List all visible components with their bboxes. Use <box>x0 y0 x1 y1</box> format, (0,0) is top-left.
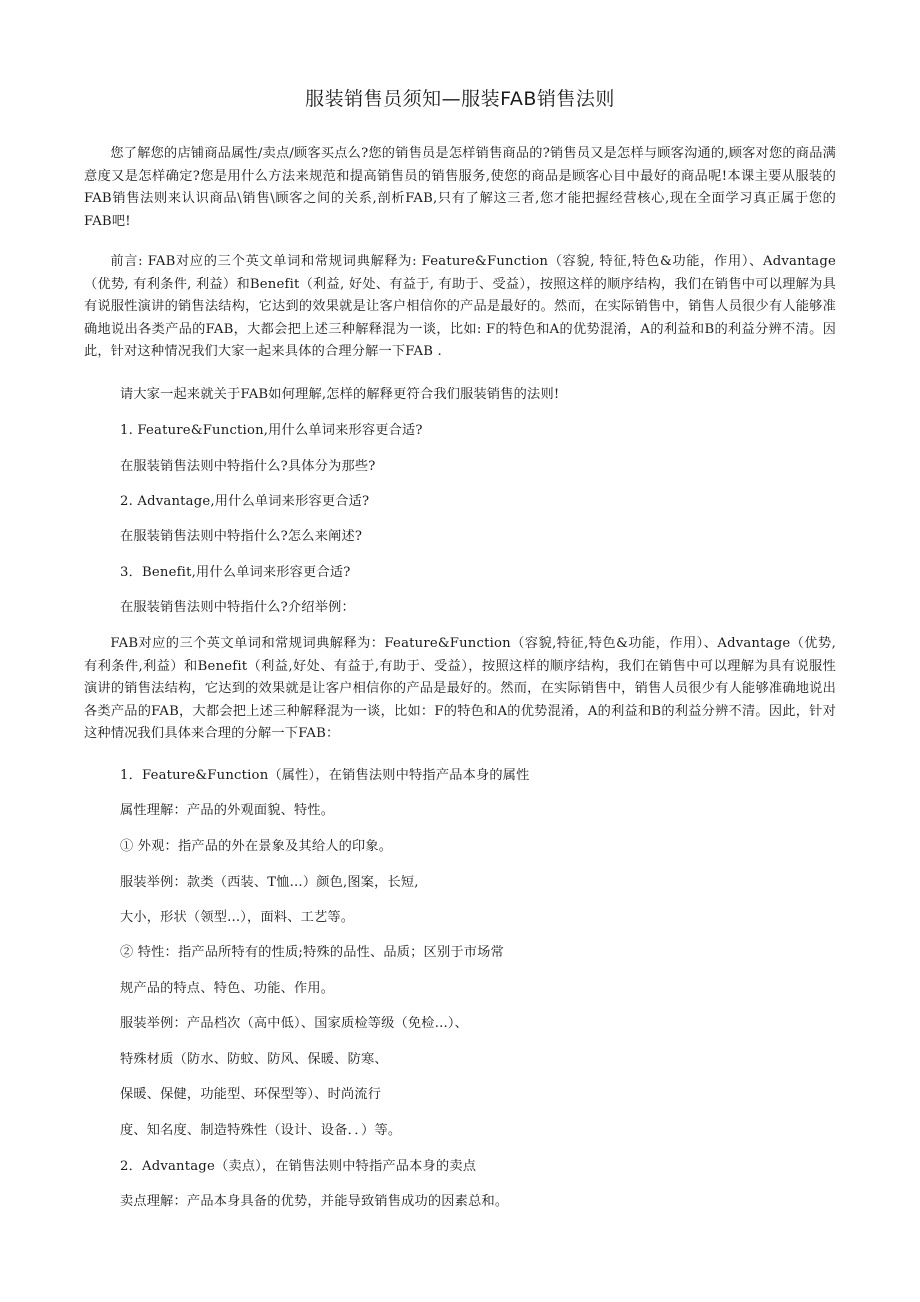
text-line: 服装举例：款类（西装、T恤...）颜色,图案，长短, <box>120 875 419 890</box>
intro-paragraph: 您了解您的店铺商品属性/卖点/顾客买点么?您的销售员是怎样销售商品的?销售员又是怎样与顾客沟通的,顾客对您的商品满意度又是怎样确定?您是用什么方法来规范和提高销售员的销售服务,使您的商品是顾客心目中最好的商品呢!本课主要从服装的FAB销售法则来认识商品\销售\顾客之间的关系,剖析FAB,只有了解这三者,您才能把握经营核心,现在全面学习真正属于您的FAB吧! <box>84 146 836 229</box>
text-line: 大小，形状（领型...），面料、工艺等。 <box>120 910 355 925</box>
text-line: 3．Benefit,用什么单词来形容更合适? <box>120 565 351 580</box>
text-line: 度、知名度、制造特殊性（设计、设备．．）等。 <box>120 1123 402 1138</box>
text-line: 1．Feature&Function（属性），在销售法则中特指产品本身的属性 <box>120 768 530 783</box>
text-line: 2．Advantage（卖点），在销售法则中特指产品本身的卖点 <box>120 1159 477 1174</box>
text-line: 请大家一起来就关于FAB如何理解,怎样的解释更符合我们服装销售的法则! <box>120 387 560 402</box>
text-line: 服装举例：产品档次（高中低）、国家质检等级（免检...）、 <box>120 1016 469 1031</box>
text-line: 卖点理解：产品本身具备的优势，并能导致销售成功的因素总和。 <box>120 1194 509 1209</box>
text-line: 在服装销售法则中特指什么?具体分为那些? <box>120 459 376 474</box>
body-paragraph: FAB对应的三个英文单词和常规词典解释为：Feature&Function（容貌,特征,特色&功能，作用）、Advantage（优势,有利条件,利益）和Benefit（利益,好处、有益于,有助于、受益），按照这样的顺序结构，我们在销售中可以理解为具有说服性演讲的销售法结构，它达到的效果就是让客户相信你的产品是最好的。然而，在实际销售中，销售人员很少有人能够准确地说出各类产品的FAB，大都会把上述三种解释混为一谈，比如：F的特色和A的优势混淆，A的利益和B的利益分辨不清。因此，针对这种情况我们具体来合理的分解一下FAB： <box>84 636 836 742</box>
text-line: 1. Feature&Function,用什么单词来形容更合适? <box>120 423 423 438</box>
page-title: 服装销售员须知—服装FAB销售法则 <box>305 88 615 110</box>
text-line: ② 特性：指产品所特有的性质;特殊的品性、品质；区别于市场常 <box>120 945 504 960</box>
text-line: 规产品的特点、特色、功能、作用。 <box>120 981 335 996</box>
text-line: 保暖、保健，功能型、环保型等）、时尚流行 <box>120 1087 382 1102</box>
text-line: 属性理解：产品的外观面貌、特性。 <box>120 803 335 818</box>
text-line: 在服装销售法则中特指什么?介绍举例： <box>120 600 355 615</box>
text-line: 特殊材质（防水、防蚊、防风、保暖、防寒、 <box>120 1052 388 1067</box>
text-line: 在服装销售法则中特指什么?怎么来阐述? <box>120 529 363 544</box>
text-line: 2. Advantage,用什么单词来形容更合适? <box>120 494 370 509</box>
preface-paragraph: 前言: FAB对应的三个英文单词和常规词典解释为: Feature&Function（容貌, 特征,特色&功能，作用）、Advantage（优势, 有利条件, 利益）和Benefit（利益, 好处、有益于, 有助于、受益），按照这样的顺序结构，我们在销售中可以理解为具有说服性演讲的销售法结构，它达到的效果就是让客户相信你的产品是最好的。然而，在实际销售中，销售人员很少有人能够准确地说出各类产品的FAB，大都会把上述三种解释混为一谈，比如: F的特色和A的优势混淆，A的利益和B的利益分辨不清。因此，针对这种情况我们大家一起来具体的合理分解一下FAB . <box>84 254 836 360</box>
text-line: ① 外观：指产品的外在景象及其给人的印象。 <box>120 839 393 854</box>
